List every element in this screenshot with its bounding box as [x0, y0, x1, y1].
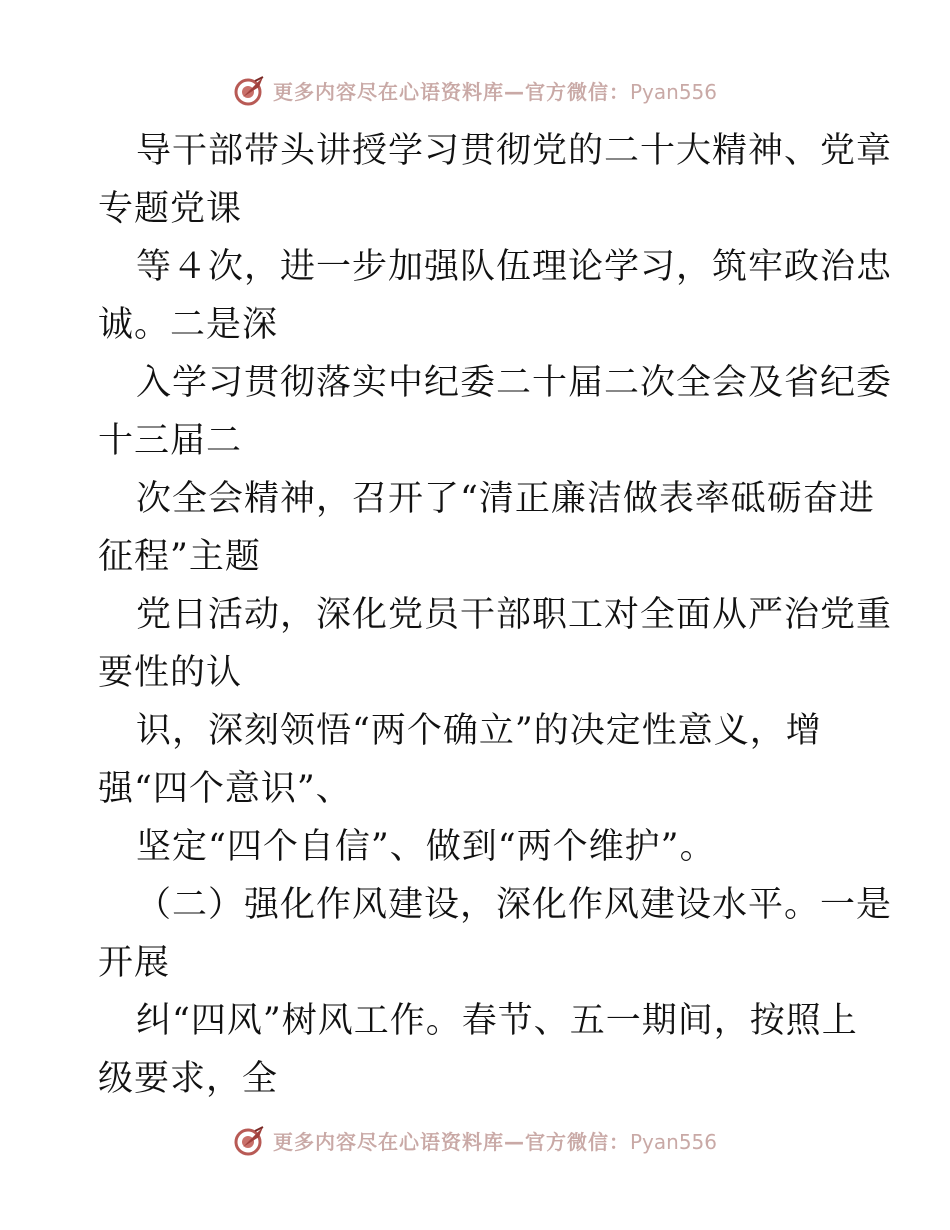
body-line: 次全会精神，召开了“清正廉洁做表率砥砺奋进 [136, 479, 875, 519]
footer-watermark-banner [0, 1120, 950, 1160]
header-watermark-text: 更多内容尽在心语资料库—官方微信：Pyan556 [272, 79, 717, 104]
body-line: 要性的认 [98, 653, 243, 693]
body-line: 十三届二 [98, 421, 243, 461]
body-line: 入学习贯彻落实中纪委二十届二次全会及省纪委 [136, 363, 893, 403]
footer-watermark-text: 更多内容尽在心语资料库—官方微信：Pyan556 [272, 1129, 717, 1154]
body-line: 征程”主题 [98, 537, 261, 577]
header-watermark-banner [0, 70, 950, 110]
body-line: 纠“四风”树风工作。春节、五一期间，按照上 [136, 1001, 858, 1041]
body-line: 强“四个意识”、 [98, 769, 352, 809]
body-line: 导干部带头讲授学习贯彻党的二十大精神、党章 [136, 131, 893, 171]
body-line: 级要求，全 [98, 1059, 279, 1099]
body-line: 坚定“四个自信”、做到“两个维护”。 [136, 827, 716, 867]
body-line: 开展 [98, 943, 171, 983]
body-line: 等４次，进一步加强队伍理论学习，筑牢政治忠 [136, 247, 893, 287]
body-line: 识，深刻领悟“两个确立”的决定性意义，增 [136, 711, 822, 751]
body-line: 专题党课 [98, 189, 243, 229]
body-line: （二）强化作风建设，深化作风建设水平。一是 [136, 885, 893, 925]
body-line: 诚。二是深 [98, 305, 279, 345]
quill-logo-icon [233, 1123, 267, 1157]
body-line: 党日活动，深化党员干部职工对全面从严治党重 [136, 595, 893, 635]
document-body [98, 122, 893, 1108]
quill-logo-icon [233, 73, 267, 107]
